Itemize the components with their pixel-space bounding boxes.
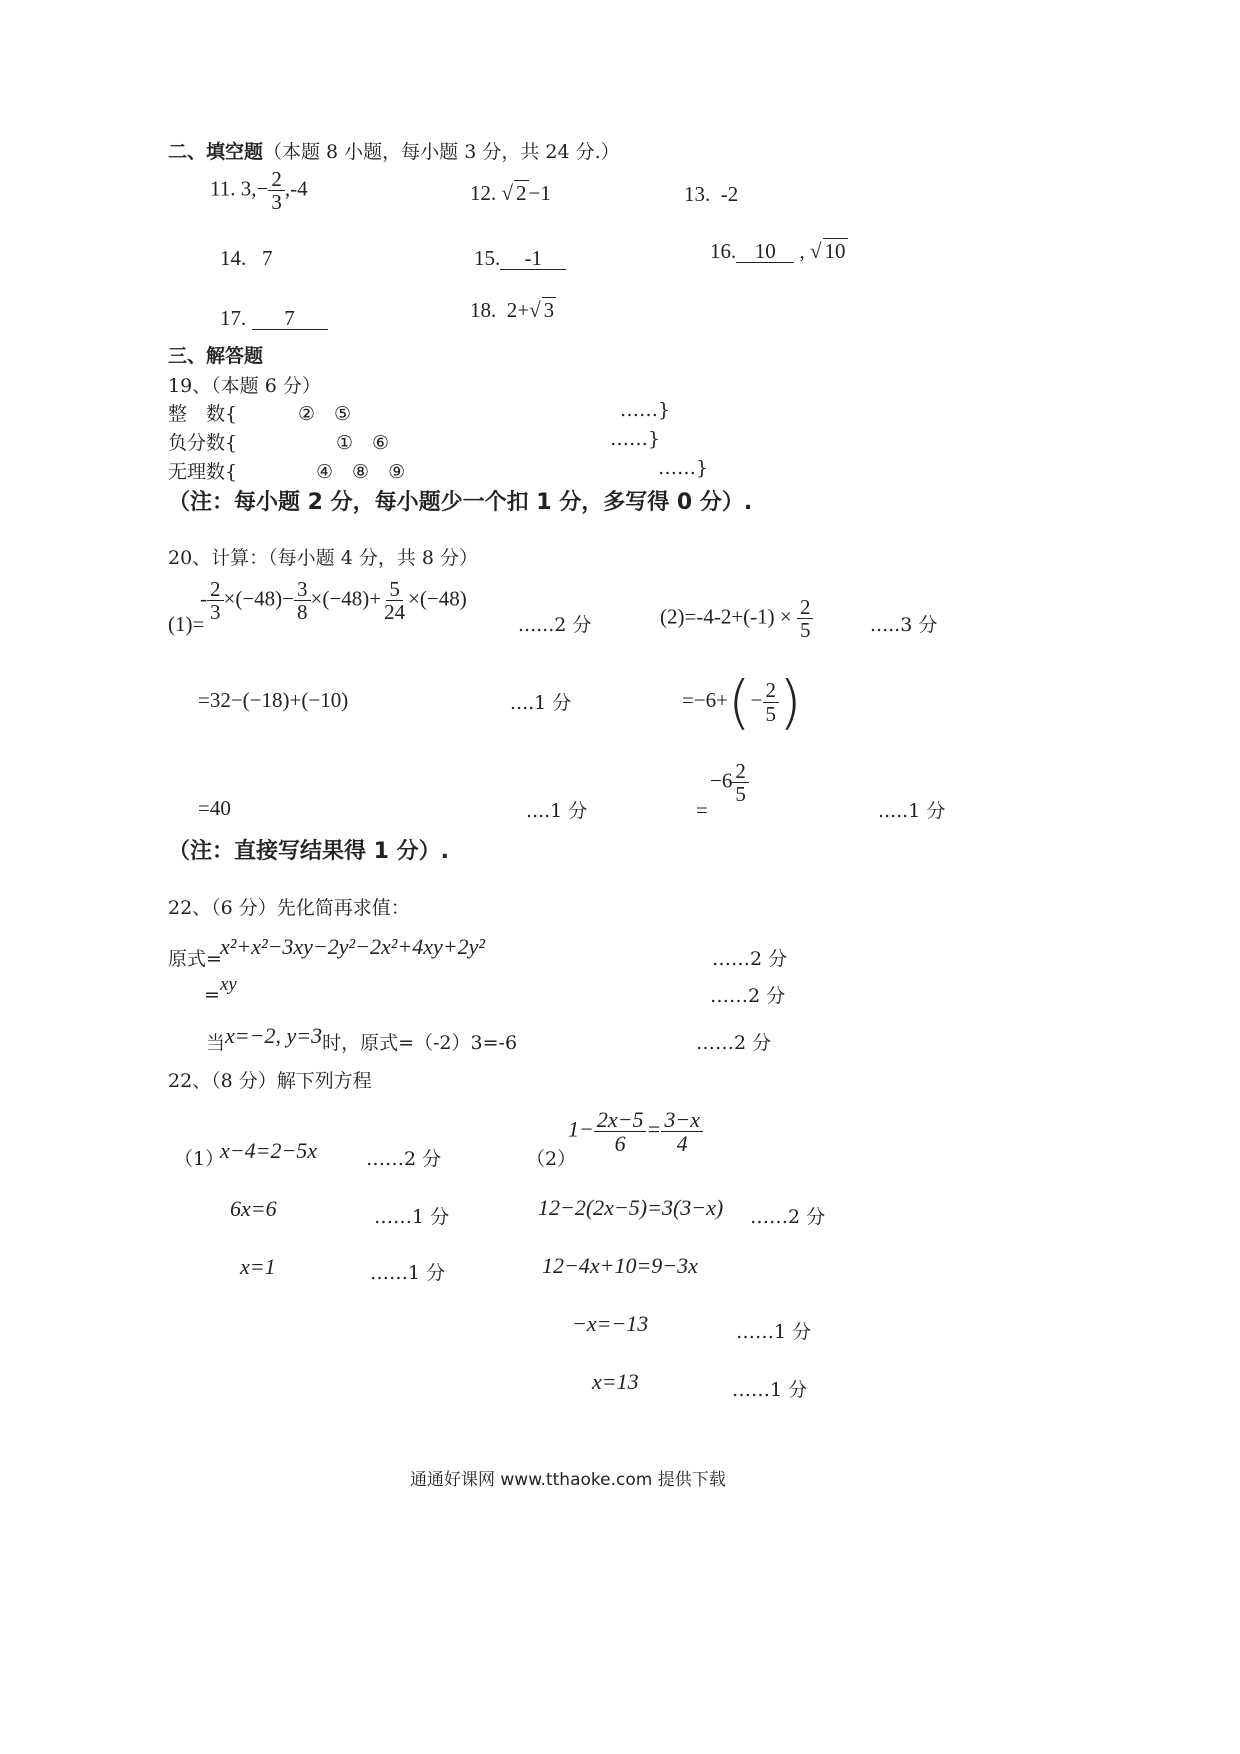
q22b-p1-step2: 6x=6 bbox=[230, 1196, 277, 1221]
q20-p1-step3: =40 bbox=[198, 796, 231, 820]
q22a-line1-label: 原式= bbox=[168, 948, 222, 970]
q22a-header: 22、（6 分）先化简再求值： bbox=[168, 897, 410, 919]
q19-row-irrational-items: ④ ⑧ ⑨ bbox=[316, 461, 406, 483]
q19-row-integer-end: ……} bbox=[620, 399, 671, 421]
q19-note: （注：每小题 2 分，每小题少一个扣 1 分，多写得 0 分）. bbox=[168, 490, 753, 515]
q22a-line1-score: ……2 分 bbox=[712, 948, 788, 970]
q22a-line2-label: = bbox=[204, 984, 220, 1006]
answer-12: 12. √ 2−1 bbox=[470, 181, 551, 205]
q20-p1-step2: =32−(−18)+(−10) bbox=[198, 688, 349, 712]
q19-row-negfrac-label: 负分数{ bbox=[168, 432, 238, 454]
q22a-line3-score: ……2 分 bbox=[696, 1032, 772, 1054]
q20-p2-expression: (2)=-4-2+(-1) × $\frac{2}{5}$ bbox=[660, 596, 813, 641]
q19-row-irrational-label: 无理数{ bbox=[168, 461, 238, 483]
q22b-p1-label: （1） bbox=[174, 1148, 225, 1170]
section3-title: 三、解答题 bbox=[168, 345, 264, 367]
q22b-p2-label: （2） bbox=[526, 1148, 577, 1170]
q20-p1-score3: ....1 分 bbox=[526, 800, 588, 822]
q19-header: 19、（本题 6 分） bbox=[168, 375, 321, 397]
section2-title: 二、填空题（本题 8 小题，每小题 3 分，共 24 分.） bbox=[168, 141, 620, 163]
answer-11: 11. 3,− $\frac{2}{3}$ ,-4 bbox=[210, 167, 308, 215]
q22b-p2-equation: 1− $\frac{2x-5}{6}$ = $\frac{3-x}{4}$ bbox=[568, 1108, 703, 1155]
q19-row-integer-label: 整 数{ bbox=[168, 403, 238, 425]
q22b-p2-score3: ……1 分 bbox=[732, 1379, 808, 1401]
q22b-p2-step4: x=13 bbox=[592, 1369, 639, 1394]
answer-14: 14. 7 bbox=[220, 246, 273, 270]
q19-row-negfrac-end: ……} bbox=[610, 428, 661, 450]
q20-header: 20、计算：（每小题 4 分，共 8 分） bbox=[168, 547, 479, 569]
q22a-line3: 当x=−2, y=3时，原式=（-2）3=-6 bbox=[206, 1023, 518, 1054]
q20-p2-score3: .....1 分 bbox=[878, 800, 946, 822]
q20-p1-expression: - $\frac{2}{3}$ ×(−48)− $\frac{3}{8}$ ×(−48)+ $\frac{5}{24}$ ×(−48) bbox=[200, 577, 467, 625]
q22b-p2-step2: 12−4x+10=9−3x bbox=[542, 1253, 698, 1278]
q22a-line2-expr: xy bbox=[220, 974, 237, 995]
q20-p2-step3-eq: = bbox=[696, 798, 708, 822]
q22b-p1-score3: ……1 分 bbox=[370, 1262, 446, 1284]
answer-13: 13. -2 bbox=[684, 182, 739, 206]
q22b-p1-score1: ……2 分 bbox=[366, 1148, 442, 1170]
q22b-p2-step3: −x=−13 bbox=[572, 1311, 649, 1336]
q22a-line2-score: ……2 分 bbox=[710, 985, 786, 1007]
q20-p2-step2: =−6+(− $\frac{2}{5}$ ) bbox=[682, 668, 802, 736]
footer-credit: 通通好课网 www.tthaoke.com 提供下载 bbox=[410, 1470, 726, 1490]
q22b-p2-step1: 12−2(2x−5)=3(3−x) bbox=[538, 1195, 724, 1220]
answer-15: 15. -1 bbox=[474, 246, 566, 271]
q22b-p2-score1: ……2 分 bbox=[750, 1206, 826, 1228]
q22b-p1-step1: x−4=2−5x bbox=[220, 1138, 318, 1163]
answer-16: 16. 10 , √ 10 bbox=[710, 239, 846, 263]
q20-note: （注：直接写结果得 1 分）. bbox=[168, 839, 449, 864]
q22b-header: 22、（8 分）解下列方程 bbox=[168, 1070, 372, 1092]
q19-row-integer-items: ② ⑤ bbox=[298, 403, 352, 425]
q20-p1-score2: ....1 分 bbox=[510, 692, 572, 714]
answer-18: 18. 2+√ 3 bbox=[470, 298, 555, 322]
q22b-p1-step3: x=1 bbox=[240, 1254, 276, 1279]
q22b-p2-score2: ……1 分 bbox=[736, 1321, 812, 1343]
q19-row-irrational-end: ……} bbox=[658, 457, 709, 479]
q22a-line1-expr: x²+x²−3xy−2y²−2x²+4xy+2y² bbox=[220, 934, 485, 959]
q20-p2-score1: .....3 分 bbox=[870, 614, 938, 636]
q20-p2-step3-value: −6 $\frac{2}{5}$ bbox=[710, 760, 749, 805]
q20-p1-label: (1)= bbox=[168, 612, 205, 636]
q22b-p1-score2: ……1 分 bbox=[374, 1206, 450, 1228]
q20-p1-score1: ......2 分 bbox=[518, 614, 592, 636]
answer-17: 17. 7 bbox=[220, 306, 328, 331]
q19-row-negfrac-items: ① ⑥ bbox=[336, 432, 390, 454]
